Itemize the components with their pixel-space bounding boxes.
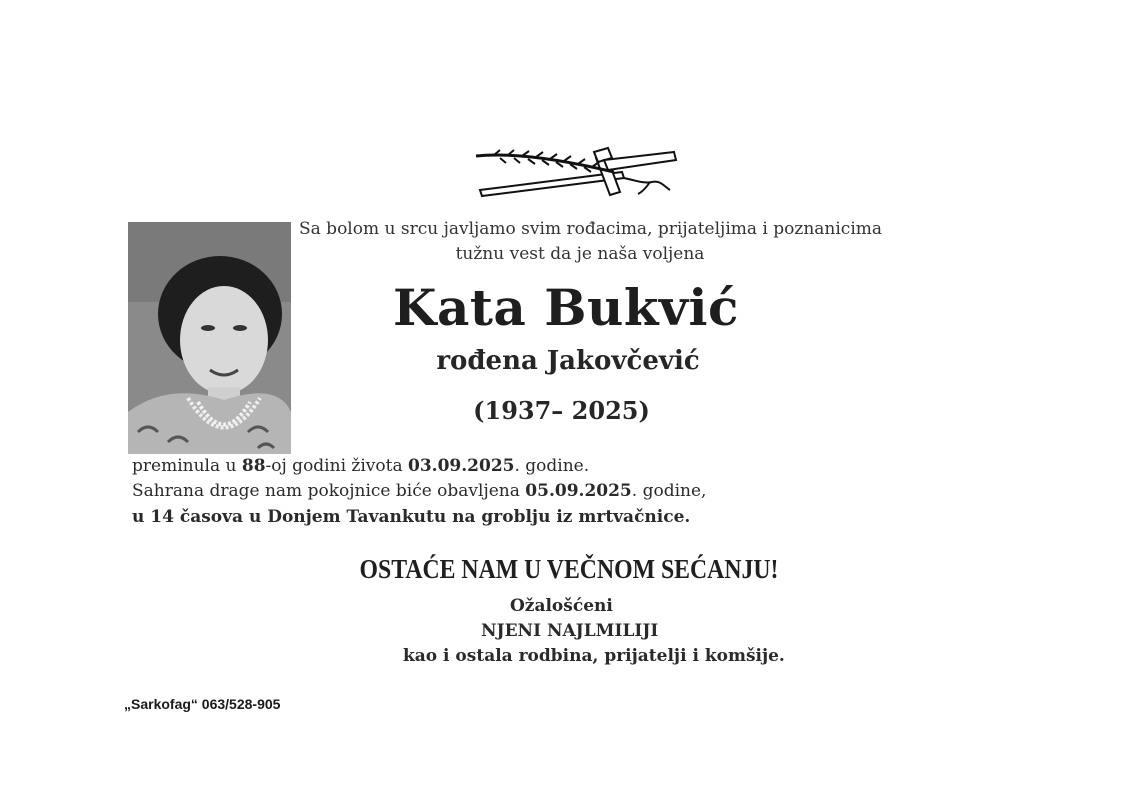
mourners-others: kao i ostala rodbina, prijatelji i komšije. xyxy=(403,646,785,666)
intro-line-2: tužnu vest da je naša voljena xyxy=(455,244,705,264)
mourners-family: NJENI NAJLMILIJI xyxy=(481,621,659,641)
funeral-date: 05.09.2025 xyxy=(525,481,632,501)
funeral-suffix: . godine, xyxy=(631,481,707,501)
intro-line-1: Sa bolom u srcu javljamo svim rođacima, prijateljima i poznanicima xyxy=(299,219,883,239)
funeral-home-contact: „Sarkofag“ 063/528-905 xyxy=(124,696,281,712)
life-years: (1937– 2025) xyxy=(473,396,650,425)
age-value: 88 xyxy=(241,456,266,476)
death-details-line xyxy=(132,456,589,476)
died-suffix: . godine. xyxy=(514,456,590,476)
funeral-date-line xyxy=(132,481,706,501)
died-mid: -oj godini života xyxy=(265,456,409,476)
cross-with-palm-branch-icon xyxy=(474,146,686,200)
funeral-prefix: Sahrana drage nam pokojnice biće obavljena xyxy=(132,481,526,501)
remembrance-heading: OSTAĆE NAM U VEČNOM SEĆANJU! xyxy=(359,554,779,584)
maiden-name: rođena Jakovčević xyxy=(436,346,700,376)
mourners-title: Ožalošćeni xyxy=(510,596,613,616)
deceased-name: Kata Bukvić xyxy=(392,278,739,337)
death-date: 03.09.2025 xyxy=(408,456,515,476)
died-prefix: preminula u xyxy=(132,456,242,476)
funeral-place-line: u 14 časova u Donjem Tavankutu na groblju iz mrtvačnice. xyxy=(132,507,691,527)
